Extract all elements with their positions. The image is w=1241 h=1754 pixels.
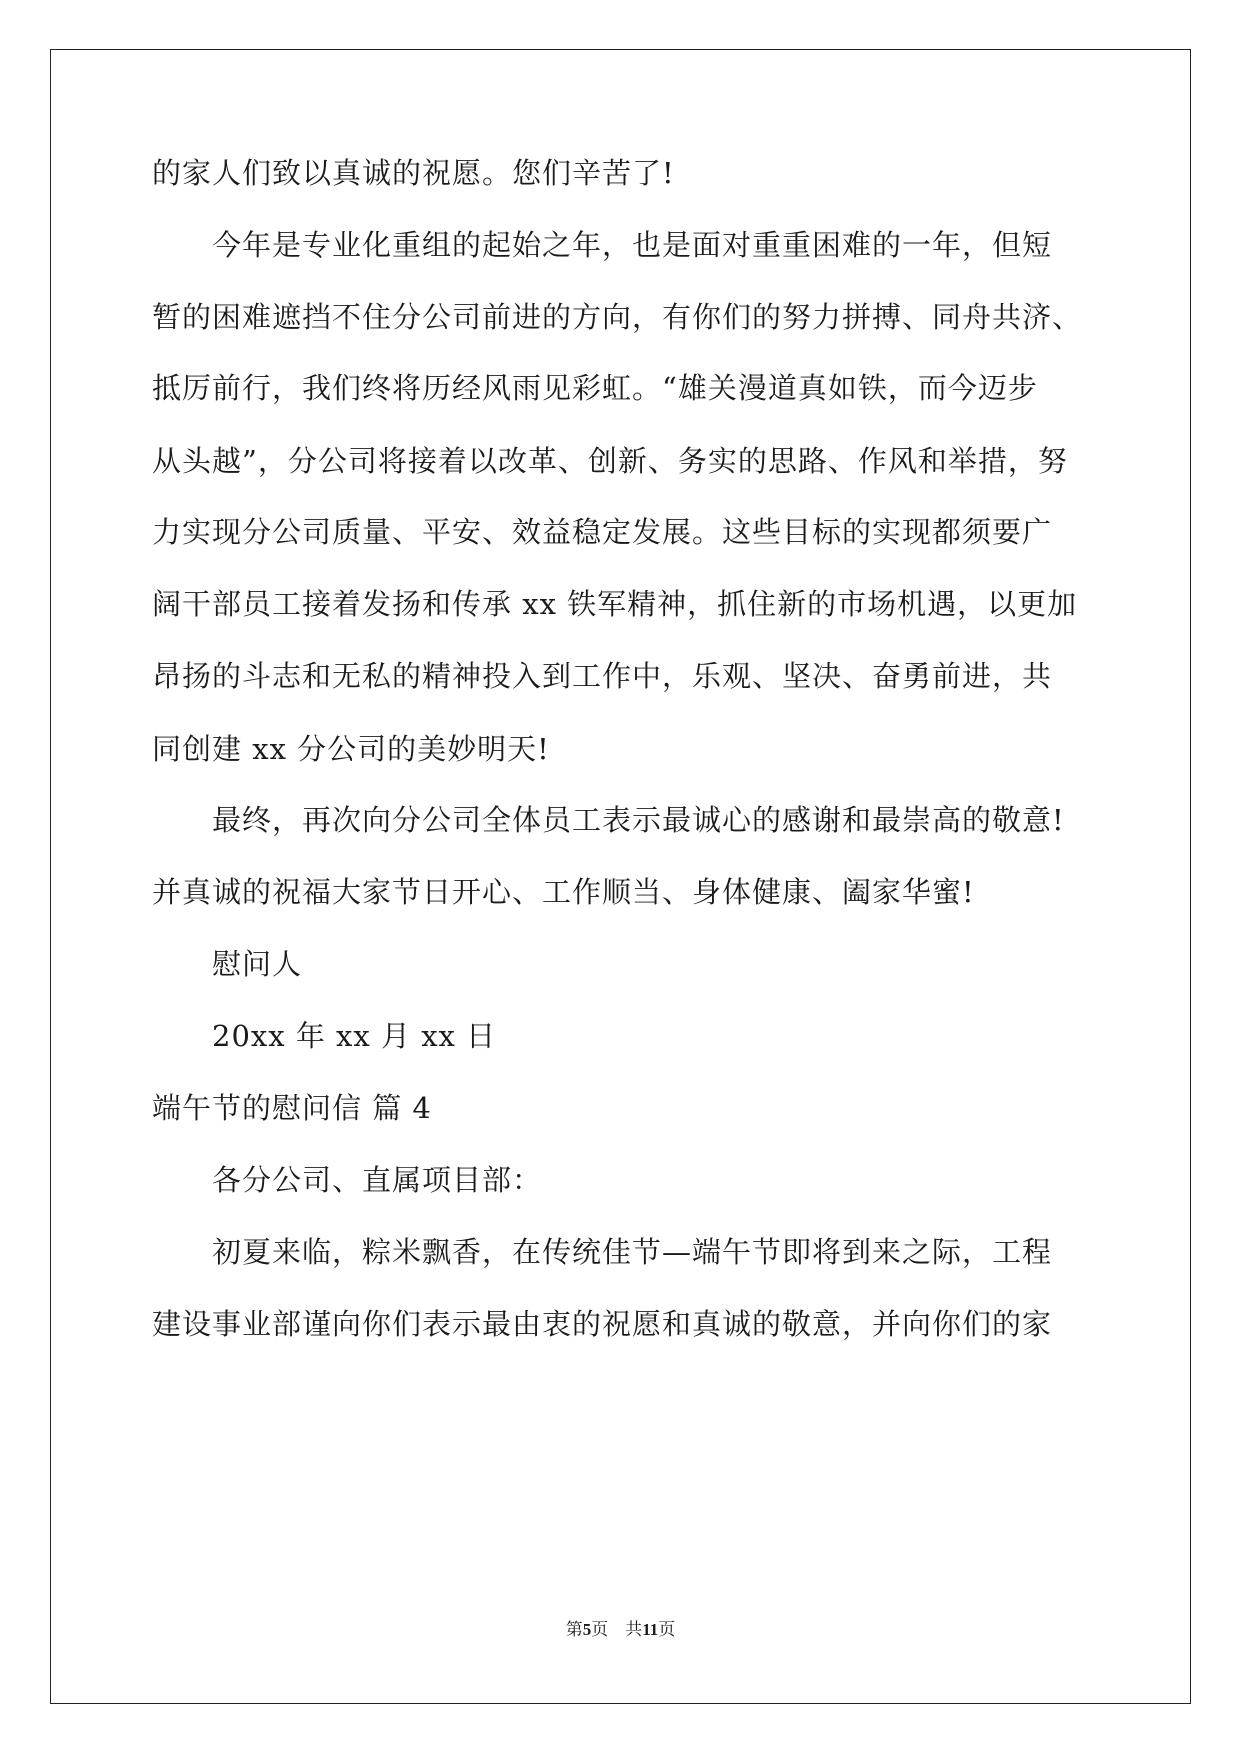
signature-label: 慰问人 bbox=[212, 947, 303, 981]
page-footer bbox=[0, 1615, 1241, 1640]
text-line: 最终，再次向分公司全体员工表示最诚心的感谢和最崇高的敬意! bbox=[212, 803, 1065, 837]
text-line: 力实现分公司质量、平安、效益稳定发展。这些目标的实现都须要广 bbox=[152, 515, 1053, 549]
text-line: 昂扬的斗志和无私的精神投入到工作中，乐观、坚决、奋勇前进，共 bbox=[152, 659, 1053, 693]
footer-prefix: 第 bbox=[565, 1620, 583, 1640]
current-page-number: 5 bbox=[582, 1620, 592, 1639]
salutation: 各分公司、直属项目部： bbox=[212, 1163, 543, 1197]
text-line: 从头越”，分公司将接着以改革、创新、务实的思路、作风和举措，努 bbox=[152, 444, 1068, 478]
text-line: 的家人们致以真诚的祝愿。您们辛苦了! bbox=[152, 156, 675, 190]
total-page-count: 11 bbox=[642, 1620, 659, 1639]
section-heading: 端午节的慰问信 篇 4 bbox=[152, 1091, 432, 1125]
text-line: 抵厉前行，我们终将历经风雨见彩虹。“雄关漫道真如铁，而今迈步 bbox=[152, 371, 1038, 405]
text-line: 并真诚的祝福大家节日开心、工作顺当、身体健康、阖家华蜜! bbox=[152, 875, 975, 909]
text-line: 同创建 xx 分公司的美妙明天! bbox=[152, 732, 550, 766]
text-line: 暂的困难遮挡不住分公司前进的方向，有你们的努力拼搏、同舟共济、 bbox=[152, 300, 1083, 334]
text-line: 初夏来临，粽米飘香，在传统佳节—端午节即将到来之际，工程 bbox=[212, 1235, 1053, 1269]
footer-mid: 页 共 bbox=[591, 1620, 643, 1640]
text-line: 建设事业部谨向你们表示最由衷的祝愿和真诚的敬意，并向你们的家 bbox=[152, 1307, 1053, 1341]
signature-date: 20xx 年 xx 月 xx 日 bbox=[212, 1019, 497, 1053]
text-line: 今年是专业化重组的起始之年，也是面对重重困难的一年，但短 bbox=[212, 228, 1053, 262]
footer-suffix: 页 bbox=[658, 1620, 676, 1640]
text-line: 阔干部员工接着发扬和传承 xx 铁军精神，抓住新的市场机遇，以更加 bbox=[152, 587, 1078, 621]
